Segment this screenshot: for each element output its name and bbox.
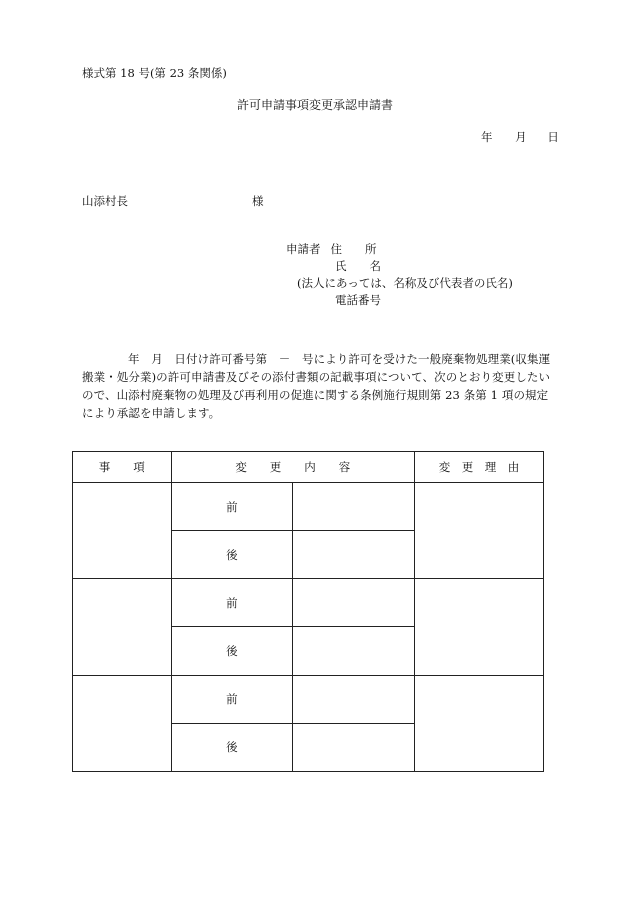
before-label: 前 — [171, 579, 293, 627]
before-label: 前 — [171, 675, 293, 723]
item-cell — [73, 675, 172, 771]
application-statement: 年 月 日付け許可番号第 － 号により許可を受けた一般廃棄物処理業(収集運搬業・処分業)の許可申請書及びその添付書類の記載事項について、次のとおり変更したいので、山添村廃棄物の処理及び再利用の促進に関する条例施行規則第 23 条第 1 項の規定により承認を申請します。 — [82, 352, 551, 420]
address-label: 住 所 — [330, 242, 377, 256]
reason-cell — [415, 579, 544, 675]
header-content: 変 更 内 容 — [171, 452, 415, 483]
applicant-label: 申請者 — [286, 242, 321, 256]
table-row — [73, 579, 544, 627]
date-year: 年 — [481, 130, 493, 144]
corporate-note: (法人にあっては、名称及び代表者の氏名) — [297, 276, 513, 290]
document-title: 許可申請事項変更承認申請書 — [236, 98, 393, 112]
date-line — [481, 129, 559, 145]
table-row — [73, 483, 544, 531]
after-label: 後 — [171, 531, 293, 579]
before-content-cell — [293, 675, 415, 723]
item-cell — [73, 483, 172, 579]
after-label: 後 — [171, 723, 293, 771]
form-number: 様式第 18 号(第 23 条関係) — [82, 66, 227, 80]
name-label: 氏 名 — [335, 259, 381, 273]
applicant-phone-row — [286, 292, 513, 309]
addressee-honorific: 様 — [252, 194, 264, 208]
reason-cell — [415, 483, 544, 579]
changes-table — [72, 451, 544, 772]
addressee-name: 山添村長 — [82, 194, 128, 208]
table-header-row — [73, 452, 544, 483]
after-content-cell — [293, 531, 415, 579]
applicant-block — [286, 241, 513, 309]
reason-cell — [415, 675, 544, 771]
before-label: 前 — [171, 483, 293, 531]
after-content-cell — [293, 723, 415, 771]
applicant-name-row — [286, 258, 513, 275]
date-day: 日 — [547, 130, 559, 144]
header-item: 事 項 — [73, 452, 172, 483]
before-content-cell — [293, 579, 415, 627]
table-row — [73, 675, 544, 723]
after-content-cell — [293, 627, 415, 675]
item-cell — [73, 579, 172, 675]
after-label: 後 — [171, 627, 293, 675]
header-reason: 変 更 理 由 — [415, 452, 544, 483]
phone-label: 電話番号 — [335, 293, 381, 307]
date-month: 月 — [515, 130, 527, 144]
applicant-note-row — [286, 275, 513, 292]
before-content-cell — [293, 483, 415, 531]
applicant-address-row — [286, 241, 513, 258]
